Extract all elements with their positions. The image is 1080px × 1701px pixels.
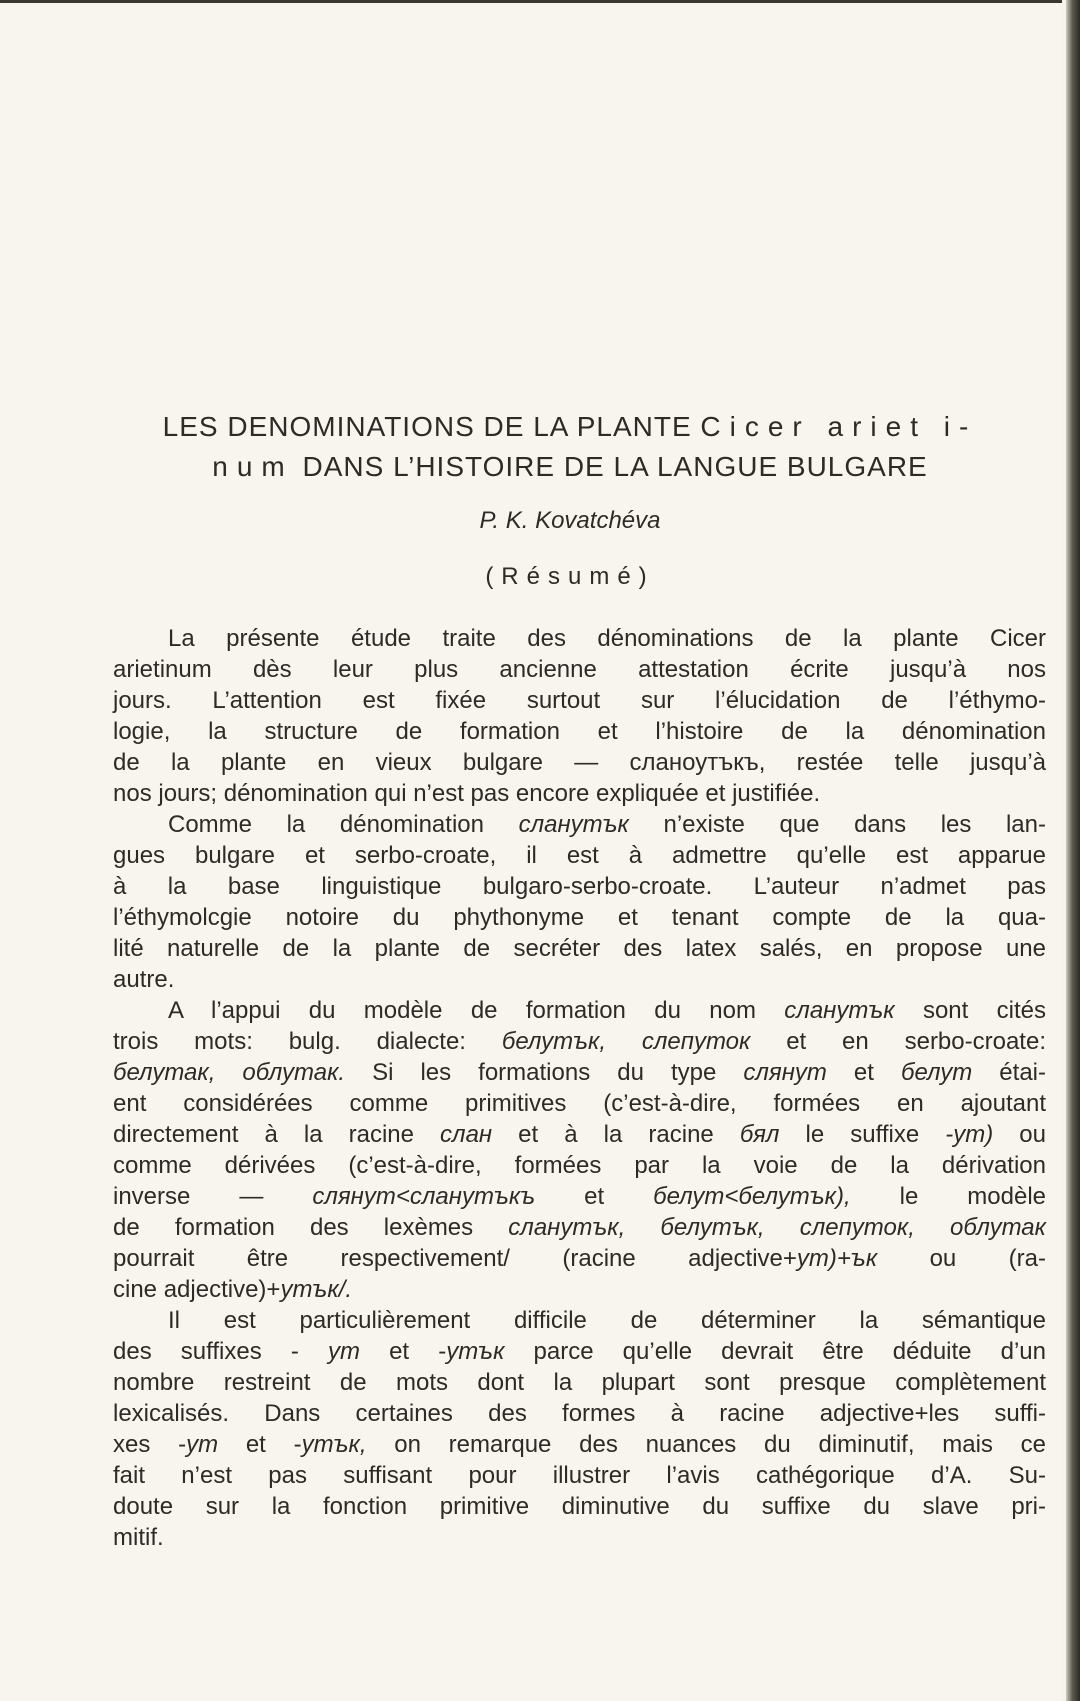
line-segment: et (535, 1183, 654, 1210)
line-segment: le modèle (850, 1183, 1046, 1210)
text-line: fait n’est pas suffisant pour illustrer l’avis cathégorique d’A. Su- (113, 1462, 1046, 1489)
line-segment: pourrait être respectivement/ (racine adjective+ (113, 1245, 797, 1272)
text-line: comme dérivées (c’est-à-dire, formées par la voie de la dérivation (113, 1152, 1046, 1179)
text-line (113, 1212, 1046, 1243)
text-line (113, 1119, 1046, 1150)
italic-term: белутък, слепуток (501, 1028, 751, 1055)
resume-label: (Résumé) (485, 563, 655, 590)
text-line: logie, la structure de formation et l’histoire de la dénomination (113, 718, 1046, 745)
italic-term: сланутък (784, 997, 895, 1024)
line-segment: on remarque des nuances du diminutif, mais ce (366, 1431, 1047, 1458)
text-line: lexicalisés. Dans certaines des formes à racine adjective+les suffi- (113, 1400, 1046, 1427)
text-line: de la plante en vieux bulgare — сланоутъкъ, restée telle jusqu’à (113, 749, 1046, 776)
text-line (113, 809, 1046, 840)
paragraph (113, 1305, 1046, 1553)
line-segment: n’existe que dans les lan- (628, 811, 1046, 838)
text-line: La présente étude traite des dénominations de la plante Cicer (168, 625, 1046, 652)
text-line (113, 1181, 1046, 1212)
italic-term: слан (440, 1121, 493, 1148)
text-line: nos jours; dénomination qui n’est pas encore expliquée et justifiée. (113, 780, 821, 807)
line-segment: le suffixe (779, 1121, 946, 1148)
page-edge (1066, 0, 1080, 1701)
italic-term: сланутък (518, 811, 629, 838)
line-segment: ou (ra- (877, 1245, 1047, 1272)
text-line: doute sur la fonction primitive diminutive du suffixe du slave pri- (113, 1493, 1046, 1520)
italic-term: слянут (743, 1059, 827, 1086)
article-body (113, 623, 1046, 1553)
italic-term: ут (186, 1431, 219, 1458)
line-segment: cine adjective)+ (113, 1276, 281, 1303)
text-line: ent considérées comme primitives (c’est-à-dire, formées en ajoutant (113, 1090, 1046, 1117)
text-line: nombre restreint de mots dont la plupart sont presque complètement (113, 1369, 1046, 1396)
text-line (113, 1057, 1046, 1088)
text-line: autre. (113, 966, 175, 993)
line-segment: Si les formations du type (345, 1059, 744, 1086)
author: P. K. Kovatchéva (479, 507, 661, 534)
italic-term: бял (739, 1121, 780, 1148)
text-line: l’éthymolcgie notoire du phythonyme et tenant compte de la qua- (113, 904, 1046, 931)
line-segment: trois mots: bulg. dialecte: (113, 1028, 502, 1055)
line-segment: étai- (972, 1059, 1046, 1086)
title-line-1 (100, 407, 1040, 447)
text-line: Il est particulièrement difficile de déterminer la sémantique (168, 1307, 1046, 1334)
text-line: à la base linguistique bulgaro-serbo-croate. L’auteur n’admet pas (113, 873, 1046, 900)
title-latin-1: Cicer ariet i- (700, 411, 978, 442)
title-text-1: LES DENOMINATIONS DE LA PLANTE (162, 411, 692, 442)
paragraph (113, 623, 1046, 809)
text-line: gues bulgare et serbo-croate, il est à admettre qu’elle est apparue (113, 842, 1046, 869)
line-segment: A l’appui du modèle de formation du nom (168, 997, 785, 1024)
text-line (113, 1026, 1046, 1057)
line-segment: et - (359, 1338, 447, 1365)
italic-term: ут (327, 1338, 360, 1365)
italic-term: слянут<сланутъкъ (312, 1183, 536, 1210)
title-text-2: DANS L’HISTOIRE DE LA LANGUE BULGARE (302, 451, 928, 482)
text-line (113, 1429, 1046, 1460)
top-border (0, 0, 1062, 3)
line-segment: et - (218, 1431, 302, 1458)
line-segment: des suffixes - (113, 1338, 328, 1365)
italic-term: утък, (301, 1431, 367, 1458)
line-segment: parce qu’elle devrait être déduite d’un (504, 1338, 1047, 1365)
title-latin-2: num (212, 451, 294, 482)
text-line: arietinum dès leur plus ancienne attestation écrite jusqu’à nos (113, 656, 1046, 683)
text-line (113, 1274, 1046, 1305)
text-line: mitif. (113, 1524, 164, 1551)
title-line-2 (100, 447, 1040, 487)
line-segment: et en serbo-croate: (750, 1028, 1046, 1055)
line-segment: directement à la racine (113, 1121, 441, 1148)
line-segment: de formation des lexèmes (113, 1214, 509, 1241)
italic-term: сланутък, белутък, слепуток, облутак (508, 1214, 1046, 1241)
paragraph (113, 995, 1046, 1305)
text-line (113, 1336, 1046, 1367)
italic-term: ут)+ък (796, 1245, 878, 1272)
line-segment: inverse — (113, 1183, 313, 1210)
italic-term: утък/. (280, 1276, 353, 1303)
text-line: lité naturelle de la plante de secréter des latex salés, en propose une (113, 935, 1046, 962)
italic-term: белутак, облутак. (113, 1059, 346, 1086)
paragraph (113, 809, 1046, 995)
text-line (113, 995, 1046, 1026)
line-segment: et (826, 1059, 901, 1086)
italic-term: -ут) (945, 1121, 994, 1148)
italic-term: белут<белутък), (653, 1183, 851, 1210)
line-segment: ou (993, 1121, 1046, 1148)
line-segment: Comme la dénomination (168, 811, 519, 838)
line-segment: sont cités (894, 997, 1047, 1024)
italic-term: утък (446, 1338, 505, 1365)
text-line: jours. L’attention est fixée surtout sur l’élucidation de l’éthymo- (113, 687, 1046, 714)
text-line (113, 1243, 1046, 1274)
italic-term: белут (900, 1059, 973, 1086)
line-segment: et à la racine (492, 1121, 740, 1148)
line-segment: xes - (113, 1431, 187, 1458)
